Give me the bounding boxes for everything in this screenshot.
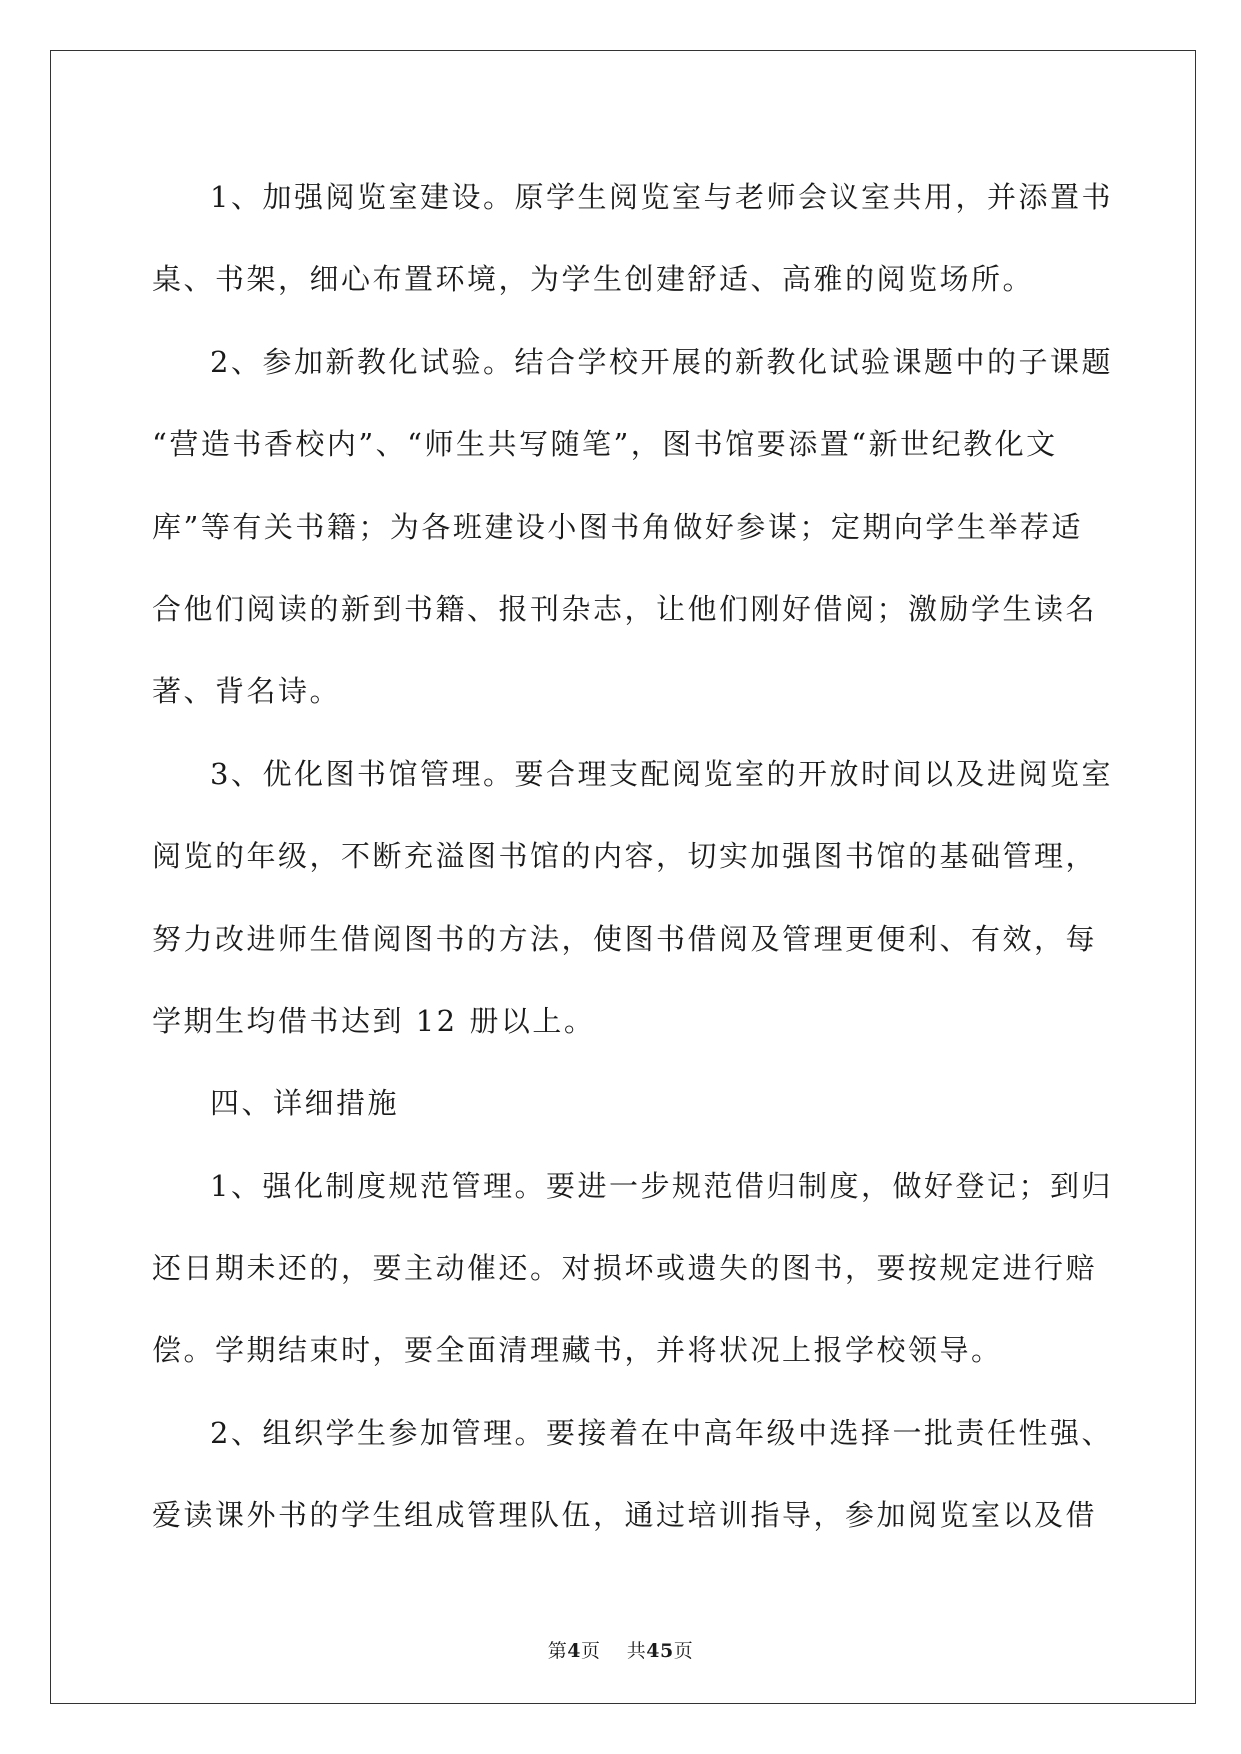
document-body [152, 156, 1113, 1557]
paragraph-line: 著、背名诗。 [152, 674, 342, 709]
paragraph-line: “营造书香校内”、“师生共写随笔”，图书馆要添置“新世纪教化文 [152, 427, 1058, 462]
paragraph-line: 学期生均借书达到 12 册以上。 [152, 1003, 596, 1038]
page-prefix: 第 [547, 1640, 568, 1662]
paragraph-line: 努力改进师生借阅图书的方法，使图书借阅及管理更便利、有效，每 [152, 921, 1098, 956]
paragraph-line: 1、加强阅览室建设。原学生阅览室与老师会议室共用，并添置书 [210, 180, 1113, 214]
total-prefix: 共 [626, 1640, 647, 1662]
page-suffix: 页 [581, 1640, 601, 1662]
paragraph-line: 偿。学期结束时，要全面清理藏书，并将状况上报学校领导。 [152, 1333, 1003, 1368]
total-suffix: 页 [673, 1640, 694, 1662]
page-footer [0, 1636, 1241, 1663]
paragraph-line: 3、优化图书馆管理。要合理支配阅览室的开放时间以及进阅览室 [210, 756, 1113, 791]
paragraph-line: 2、组织学生参加管理。要接着在中高年级中选择一批责任性强、 [210, 1415, 1113, 1450]
section-heading: 四、详细措施 [210, 1086, 400, 1121]
paragraph-line: 合他们阅读的新到书籍、报刊杂志，让他们刚好借阅；激励学生读名 [152, 591, 1098, 626]
paragraph-line: 桌、书架，细心布置环境，为学生创建舒适、高雅的阅览场所。 [152, 262, 1035, 297]
paragraph-line: 爱读课外书的学生组成管理队伍，通过培训指导，参加阅览室以及借 [152, 1498, 1098, 1533]
page-total: 45 [646, 1640, 674, 1662]
paragraph-line: 库”等有关书籍；为各班建设小图书角做好参谋；定期向学生举荐适 [152, 509, 1083, 544]
paragraph-line: 还日期未还的，要主动催还。对损坏或遗失的图书，要按规定进行赔 [152, 1251, 1098, 1286]
paragraph-line: 1、强化制度规范管理。要进一步规范借归制度，做好登记；到归 [210, 1168, 1113, 1203]
paragraph-line: 阅览的年级，不断充溢图书馆的内容，切实加强图书馆的基础管理， [152, 839, 1098, 874]
paragraph-line: 2、参加新教化试验。结合学校开展的新教化试验课题中的子课题 [210, 344, 1113, 379]
page-current: 4 [567, 1640, 582, 1662]
